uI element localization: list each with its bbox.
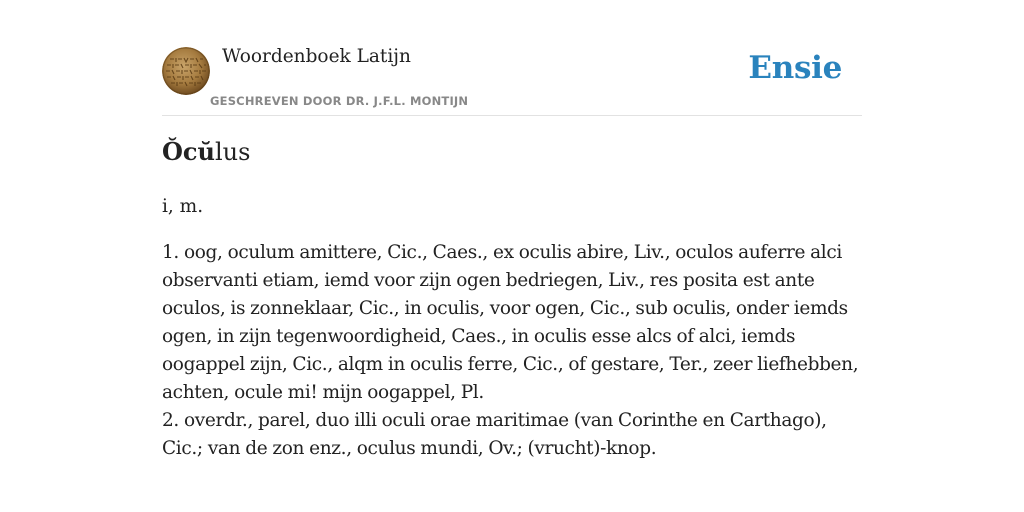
brand-logo[interactable]: Ensie xyxy=(748,50,842,86)
grammar-info: i, m. xyxy=(162,196,204,217)
dictionary-entry-card xyxy=(162,0,862,512)
author-line: GESCHREVEN DOOR DR. J.F.L. MONTIJN xyxy=(210,94,469,108)
definition xyxy=(162,239,862,463)
headword xyxy=(162,137,250,166)
header-divider xyxy=(162,115,862,116)
latin-inscription-coin-icon[interactable] xyxy=(162,47,210,95)
sense-2: 2. overdr., parel, duo illi oculi orae maritimae (van Corinthe en Carthago), Cic.; van de zon enz., oculus mundi, Ov.; (vrucht)-knop. xyxy=(162,410,827,459)
sense-1: 1. oog, oculum amittere, Cic., Caes., ex oculis abire, Liv., oculos auferre alci observanti etiam, iemd voor zijn ogen bedriegen, Liv., res posita est ante oculos, is zonneklaar, Cic., in oculis, voor ogen, Cic., sub oculis, onder iemds ogen, in zijn tegenwoordigheid, Caes., in oculis esse alcs of alci, iemds oogappel zijn, Cic., alqm in oculis ferre, Cic., of gestare, Ter., zeer liefhebben, achten, ocule mi! mijn oogappel, Pl. xyxy=(162,242,859,403)
coin-graphic xyxy=(162,47,210,95)
headword-bold: Ŏcŭ xyxy=(162,137,215,166)
dictionary-title[interactable]: Woordenboek Latijn xyxy=(222,46,411,67)
headword-rest: lus xyxy=(214,138,251,166)
